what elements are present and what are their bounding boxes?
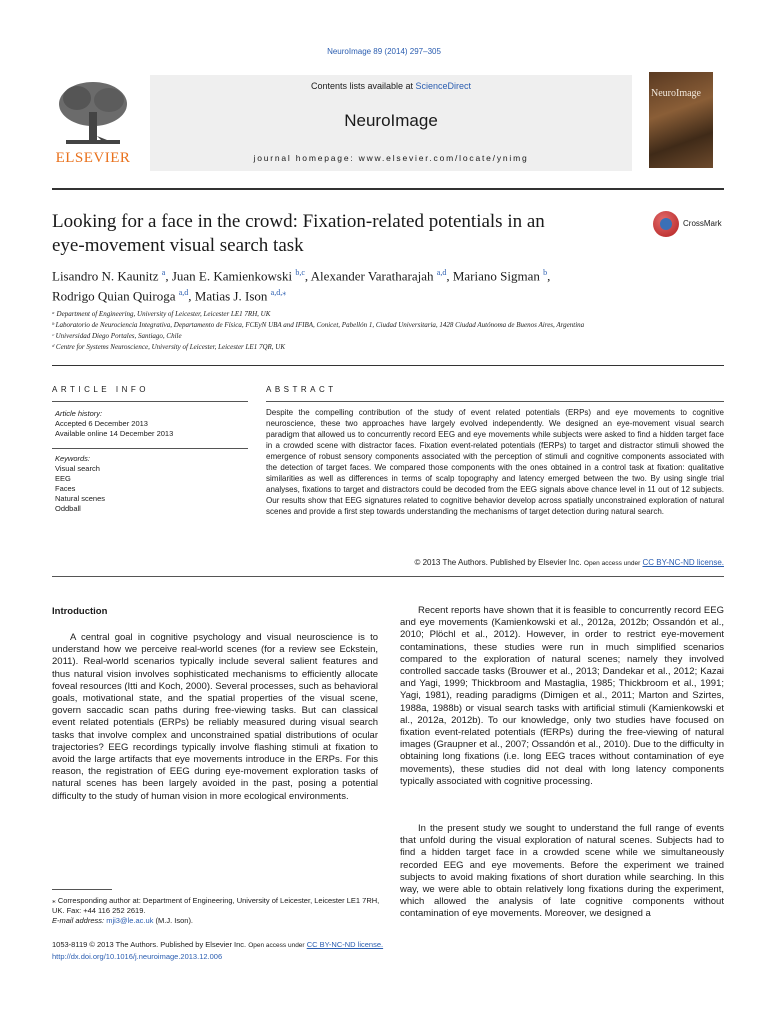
author-name: Rodrigo Quian Quiroga [52, 288, 176, 304]
author-name: Juan E. Kamienkowski [171, 268, 293, 284]
journal-name: NeuroImage [344, 111, 438, 130]
author-affiliation-marker[interactable]: b [543, 268, 548, 277]
abstract-text: Despite the compelling contribution of the study of event related potentials (ERPs) and eye movements to cognitive neuroscience, these two approaches have largely evolved independently. We designed an eye-movement visual search paradigm that allowed us to concurrently record EEG and eye movements while subjects were asked to find a hidden target face in a crowded scene with distractor faces. Fixation event-related potentials (fERPs) to target and distractor stimuli showed the emergence of robust sensory components associated with the perception of stimuli and cognitive components associated with the detection of target faces. We compared those components with the ones obtained in a control task at fixation: qualitative similarities as well as differences in terms of scalp topography and latency emerged between the two. By using single trial analyses, fixations to target and distractors could be decoded from the EEG signals above chance level in 11 out of 12 subjects. Our results show that EEG signatures related to cognitive behavior develop across spatially unconstrained exploration of natural scenes and provide a first step towards understanding the mechanisms of target detection during natural search. [266, 408, 724, 516]
introduction-heading: Introduction [52, 606, 108, 617]
doi-link[interactable]: http://dx.doi.org/10.1016/j.neuroimage.2013.12.006 [52, 952, 223, 961]
copyright-text: © 2013 The Authors. Published by Elsevier Inc. [414, 558, 582, 567]
journal-cover-image [649, 72, 713, 168]
author-list: Lisandro N. Kaunitz $^a$, Juan E. Kamienkowski $^{b,c}$, Alexander Varatharajah $^{a,d}$, Mariano Sigman $^b$, Rodrigo Quian Quiroga $^{a,d}$, Matias J. Ison $^{a,d,⁎}$ [52, 268, 551, 304]
issn-text: 1053-8119 © 2013 The Authors. Published by Elsevier Inc. [52, 940, 247, 949]
available-date: Available online 14 December 2013 [55, 429, 174, 438]
intro-right-paragraph-1: Recent reports have shown that it is feasible to concurrently record EEG and eye movements (Kamienkowski et al., 2012a, 2012b; Ossandón et al., 2010; Plöchl et al., 2012). However, in order to restrict eye-movement contaminations, these studies were run in much simplified scenarios compared to the exploration of natural scenes; namely they involved controlled saccade tasks (Brouwer et al., 2013; Dandekar et al., 2012; Kazai and Yagi, 1999; Thickbroom and Mastaglia, 1985; Thickbroom et al., 1991; Yagi, 1981), reading paradigms (Dimigen et al., 2011; Marton and Szirtes, 1988a, 1988b) or visual search tasks with artificial stimuli (Kamienkowski et al., 2012a, 2012b). To our knowledge, only two studies have focused on fixation event-related potentials (fERPs) during the free-viewing of natural images (Graupner et al., 2007; Ossandón et al., 2010). Due to the difficulty in obtaining long fixations (i.e. long EEG traces without contamination of eye movements), these studies did not deal with long latency components typically associated with cognitive processing. [400, 605, 724, 787]
corresponding-author-footnote [52, 896, 382, 926]
article-info-heading: ARTICLE INFO [52, 385, 149, 394]
bottom-license-link[interactable]: CC BY-NC-ND license. [306, 940, 384, 949]
email-suffix: (M.J. Ison). [155, 916, 194, 925]
crossmark-label[interactable]: CrossMark [683, 219, 722, 228]
keywords-label: Keywords: [55, 454, 91, 463]
license-link[interactable]: CC BY-NC-ND license. [642, 558, 724, 567]
title-line-2: eye-movement visual search task [52, 235, 304, 256]
author-name: Alexander Varatharajah [310, 268, 434, 284]
author-affiliation-marker[interactable]: a,d,⁎ [270, 288, 287, 298]
keyword: Oddball [55, 504, 81, 513]
journal-cover-title: NeuroImage [651, 88, 701, 99]
author-name: Lisandro N. Kaunitz [52, 268, 159, 284]
accepted-date: Accepted 6 December 2013 [55, 419, 148, 428]
elsevier-wordmark: ELSEVIER [55, 150, 131, 166]
journal-homepage[interactable]: journal homepage: www.elsevier.com/locate/ynimg [253, 153, 529, 163]
author-affiliation-marker[interactable]: b,c [295, 268, 305, 277]
header-rule [52, 188, 724, 190]
affiliation-rule [52, 365, 724, 366]
intro-left-paragraph: A central goal in cognitive psychology and visual neuroscience is to understand how we perceive real-world scenes (for a review see Eckstein, 2011). Real-world scenarios typically include several salient features and thus natural vision involves sophisticated mechanisms to efficiently allocate foveal resources (Itti and Koch, 2000). Several processes, such as behavioral goals, motivational state, and the spatial properties of the visual scene, govern saccadic scan paths during free-viewing tasks. But can classical event related potentials (ERPs) be reliably measured during visual search tasks that involve complex and unconstrained spatial distributions of ocular trajectories? EEG recordings typically involve flashing stimuli at fixation to avoid the large artifacts that eye movements introduce in the ERPs. For this reason, the registration of EEG during eye-movement exploration tasks of natural scenes has been largely avoided in the past, posing a potential difficulty to the study of human vision in more ecological environments. [52, 632, 378, 802]
article-history [55, 409, 245, 439]
sciencedirect-link[interactable]: ScienceDirect [415, 81, 472, 91]
email-link[interactable]: mji3@le.ac.uk [106, 916, 154, 925]
email-label: E-mail address: [52, 916, 105, 925]
footnote-marker: ⁎ [52, 896, 56, 905]
keyword: EEG [55, 474, 71, 483]
author-affiliation-marker[interactable]: a,d [178, 288, 189, 298]
keyword: Visual search [55, 464, 100, 473]
open-access-text: Open access under [583, 560, 641, 567]
keywords-rule [52, 448, 248, 449]
affiliation: ᶜ Universidad Diego Portales, Santiago, Chile [52, 332, 182, 340]
title-line-1: Looking for a face in the crowd: Fixation-related potentials in an [52, 211, 545, 232]
author-name: Matias J. Ison [194, 288, 268, 304]
crossmark-icon-center [660, 218, 672, 230]
keyword: Faces [55, 484, 76, 493]
author-affiliation-marker[interactable]: a [161, 268, 166, 277]
affiliation: ᵃ Department of Engineering, University of Leicester, Leicester LE1 7RH, UK [52, 310, 271, 318]
article-info-rule [52, 401, 248, 402]
contents-line [150, 81, 632, 91]
author-affiliation-marker[interactable]: a,d [436, 268, 447, 277]
journal-reference[interactable]: NeuroImage 89 (2014) 297–305 [327, 47, 441, 56]
affiliation: ᵈ Centre for Systems Neuroscience, University of Leicester, Leicester LE1 7QR, UK [52, 343, 285, 351]
keyword: Natural scenes [55, 494, 106, 503]
abstract-copyright [266, 558, 724, 567]
keywords-block [55, 454, 245, 514]
abstract-bottom-rule [52, 576, 724, 577]
abstract-rule [266, 401, 724, 402]
bottom-open-access-text: Open access under [248, 942, 305, 949]
footnote-text: Corresponding author at: Department of Engineering, University of Leicester, Leicester LE1 7RH, UK. Fax: +44 116 252 2619. [52, 896, 380, 915]
contents-prefix: Contents lists available at [310, 81, 416, 91]
issn-line [52, 940, 383, 949]
intro-right-paragraph-2: In the present study we sought to understand the full range of events that unfold during the visual exploration of natural scenes. Subjects had to find a hidden target face in a crowded scene while we simultaneously recorded EEG and eye movements. Before the experiment we trained subjects to avoid making fixations of short duration while searching. In this way, we were able to obtain relatively long fixations during the experiment, which allowed the analysis of late cognitive components without contamination of eye movements. Moreover, we designed a [400, 823, 724, 920]
abstract-heading: ABSTRACT [266, 385, 337, 394]
article-title [52, 210, 612, 258]
history-label: Article history: [55, 409, 103, 418]
affiliation: ᵇ Laboratorio de Neurociencia Integrativa, Departamento de Física, FCEyN UBA and IFIBA, Conicet, Pabellón 1, Ciudad Universitaria, 1428 Ciudad Autónoma de Buenos Aires, Argentina [52, 321, 585, 329]
footnote-rule [52, 889, 112, 890]
author-name: Mariano Sigman [452, 268, 540, 284]
